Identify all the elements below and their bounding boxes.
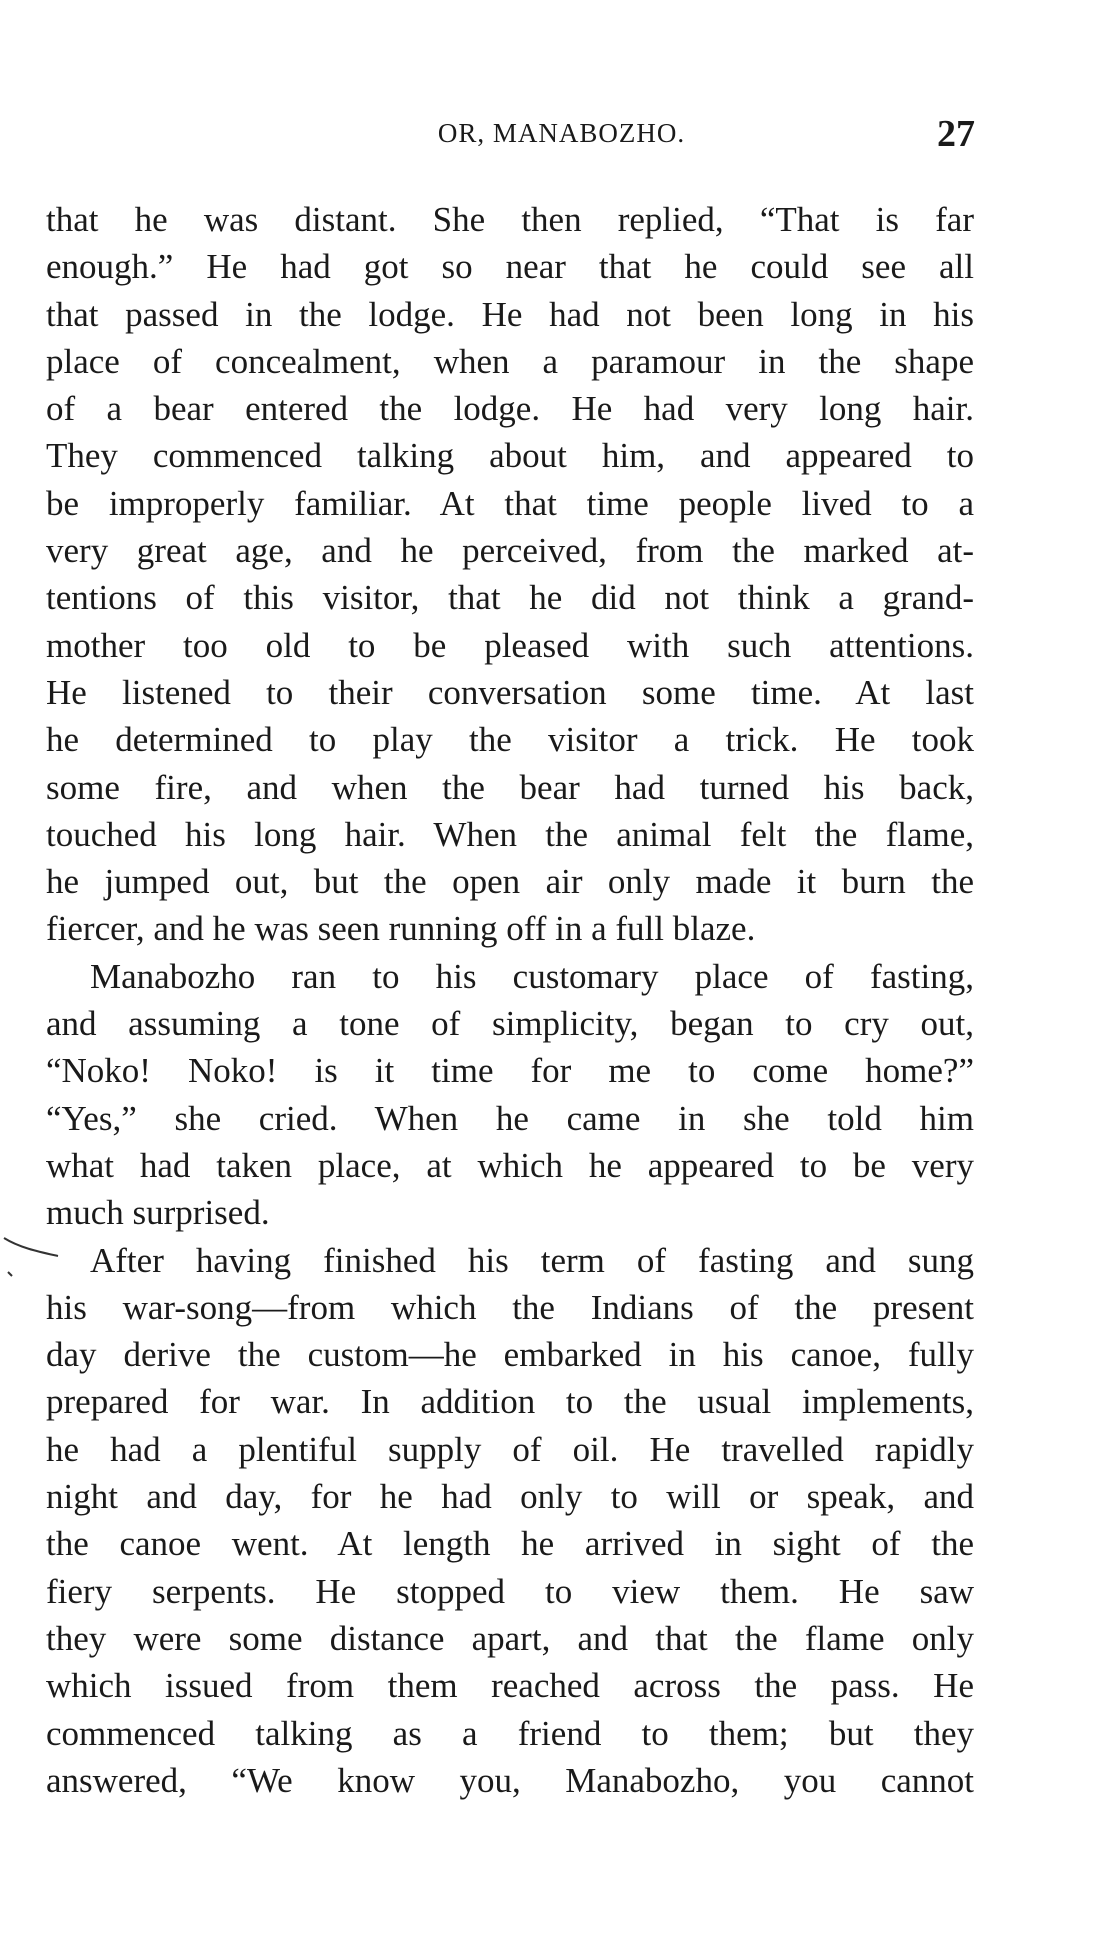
text-line: mother too old to be pleased with such attentions. — [46, 625, 974, 665]
paragraph-2 — [46, 953, 974, 1237]
running-head: OR, MANABOZHO. — [437, 118, 686, 148]
text-line: very great age, and he perceived, from the marked at- — [46, 531, 974, 571]
page-number: 27 — [937, 113, 975, 155]
text-line: After having finished his term of fasting and sung — [90, 1240, 974, 1280]
text-line: much surprised. — [46, 1193, 270, 1233]
text-line: some fire, and when the bear had turned his back, — [46, 767, 974, 807]
text-line: they were some distance apart, and that the flame only — [46, 1618, 974, 1658]
text-line: that passed in the lodge. He had not been long in his — [46, 294, 974, 334]
text-line: They commenced talking about him, and appeared to — [46, 436, 974, 476]
text-line: He listened to their conversation some time. At last — [46, 672, 974, 712]
text-line: the canoe went. At length he arrived in sight of the — [46, 1524, 974, 1564]
text-line: be improperly familiar. At that time people lived to a — [46, 483, 974, 523]
text-line: he determined to play the visitor a trick. He took — [46, 720, 974, 760]
text-line: commenced talking as a friend to them; but they — [46, 1713, 974, 1753]
text-line: what had taken place, at which he appeared to be very — [46, 1145, 974, 1185]
text-line: enough.” He had got so near that he could see all — [46, 247, 974, 287]
text-line: touched his long hair. When the animal felt the flame, — [46, 814, 974, 854]
text-line: Manabozho ran to his customary place of fasting, — [90, 956, 974, 996]
text-line: tentions of this visitor, that he did not think a grand- — [46, 578, 974, 618]
body-text — [46, 196, 974, 1804]
paragraph-1 — [46, 196, 974, 953]
text-line: place of concealment, when a paramour in the shape — [46, 341, 974, 381]
text-line: fiercer, and he was seen running off in a full blaze. — [46, 909, 756, 949]
text-line: answered, “We know you, Manabozho, you cannot — [46, 1760, 974, 1800]
text-line: his war-song—from which the Indians of the present — [46, 1287, 974, 1327]
text-line: prepared for war. In addition to the usual implements, — [46, 1382, 974, 1422]
page-header — [0, 113, 1093, 158]
text-line: night and day, for he had only to will or speak, and — [46, 1477, 974, 1517]
paragraph-3 — [46, 1237, 974, 1805]
text-line: which issued from them reached across the pass. He — [46, 1666, 974, 1706]
text-line: “Yes,” she cried. When he came in she told him — [46, 1098, 974, 1138]
text-line: of a bear entered the lodge. He had very long hair. — [46, 389, 974, 429]
text-line: he had a plentiful supply of oil. He travelled rapidly — [46, 1429, 974, 1469]
margin-pencil-mark — [0, 1230, 80, 1290]
text-line: day derive the custom—he embarked in his canoe, fully — [46, 1335, 974, 1375]
text-line: “Noko! Noko! is it time for me to come home?” — [46, 1051, 974, 1091]
text-line: he jumped out, but the open air only made it burn the — [46, 862, 974, 902]
text-line: fiery serpents. He stopped to view them. He saw — [46, 1571, 974, 1611]
text-line: that he was distant. She then replied, “That is far — [46, 200, 974, 239]
text-line: and assuming a tone of simplicity, began to cry out, — [46, 1004, 974, 1044]
